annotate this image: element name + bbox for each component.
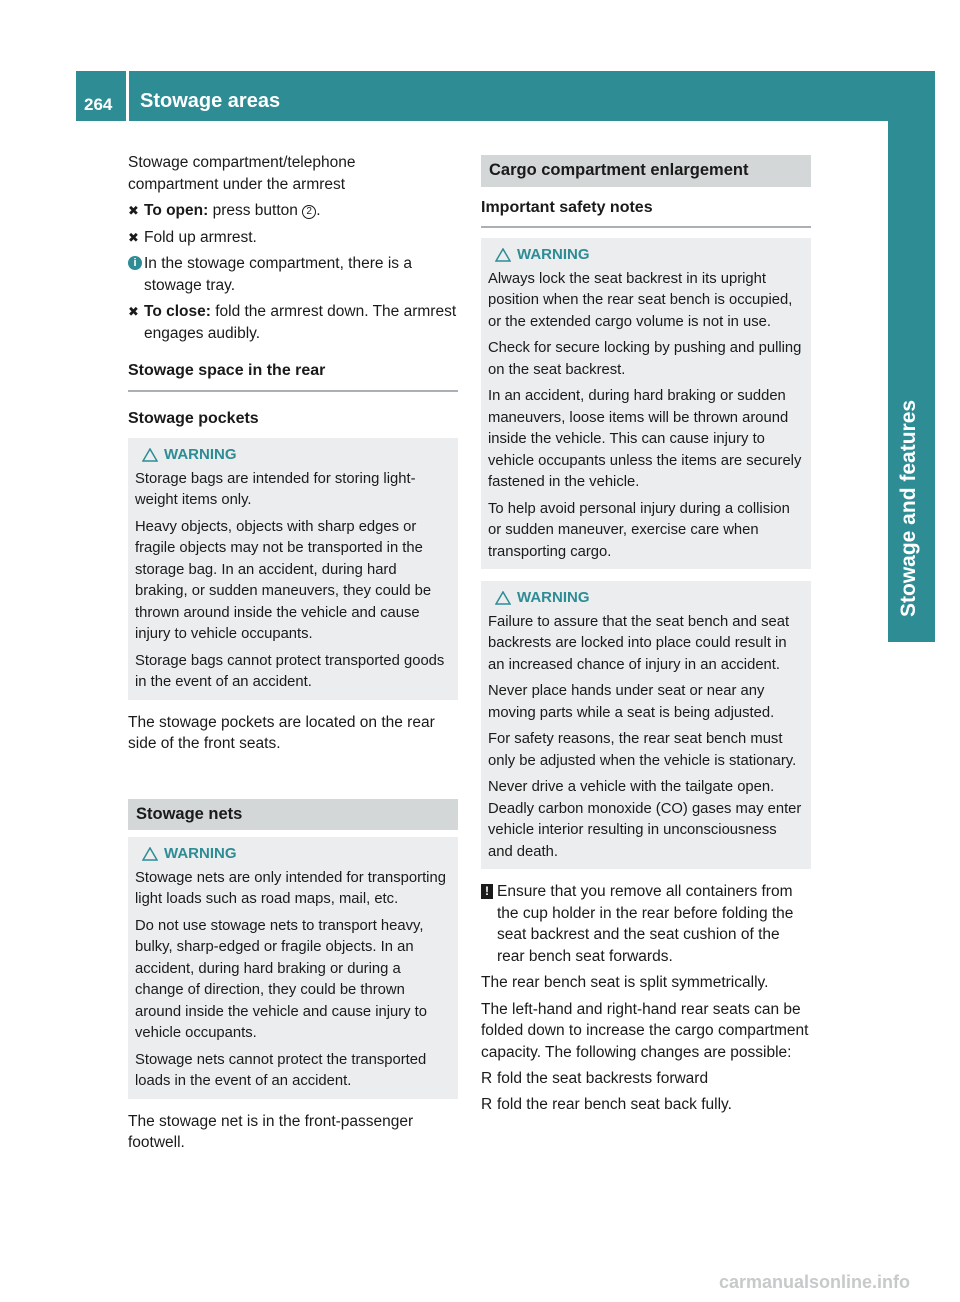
page-title: Stowage areas (140, 90, 281, 112)
exclamation-icon: ! (481, 884, 493, 899)
warning-text: In an accident, during hard braking or sudden maneuvers, loose items will be thrown around inside the vehicle. This can cause injury to vehicle occupants unless the items are securely fastened in the vehicle. (488, 388, 802, 490)
caution-note: ! Ensure that you remove all containers from the cup holder in the rear before folding the seat backrest and the seat cushion of the rear bench seat forwards. (481, 881, 811, 967)
warning-triangle-icon (142, 448, 158, 462)
step-fold-up: ✖ Fold up armrest. (128, 227, 458, 249)
warning-box-pockets (128, 438, 458, 700)
warning-text: Storage bags are intended for storing light-weight items only. (135, 470, 416, 508)
warning-triangle-icon (495, 591, 511, 605)
info-note: i In the stowage compartment, there is a stowage tray. (128, 253, 458, 296)
button-2-icon: 2 (302, 205, 316, 219)
list-item: R fold the seat backrests forward (481, 1068, 811, 1090)
pockets-text: The stowage pockets are located on the rear side of the front seats. (128, 713, 435, 752)
step-open: ✖ To open: press button 2 . (128, 200, 458, 222)
info-icon: i (128, 256, 142, 270)
step-close: ✖ To close: fold the armrest down. The armrest engages audibly. (128, 303, 457, 342)
warning-header: WARNING (135, 843, 452, 865)
side-tab-label: Stowage and features (897, 399, 920, 617)
page-number: 264 (84, 95, 113, 114)
rear-stowage-heading: Stowage space in the rear (128, 360, 458, 392)
warning-text: Do not use stowage nets to transport heavy, bulky, sharp-edged or fragile objects. In an accident, during hard braking or during a change of direction, they could be thrown around inside the vehicle and cause injury to vehicle occupants. (135, 917, 428, 1041)
step-arrow-icon: ✖ (128, 203, 139, 218)
right-column (481, 155, 811, 1119)
warning-text: Never drive a vehicle with the tailgate open. Deadly carbon monoxide (CO) gases may enter vehicle interior resulting in unconsciousness and death. (488, 779, 802, 860)
warning-box-backrest (481, 238, 811, 569)
step-arrow-icon: ✖ (128, 229, 139, 245)
nets-text: The stowage net is in the front-passenger footwell. (128, 1112, 414, 1151)
warning-box-nets (128, 837, 458, 1099)
nets-heading: Stowage nets (128, 799, 458, 831)
safety-heading: Important safety notes (481, 197, 811, 229)
warning-text: Failure to assure that the seat bench and seat backrests are locked into place could result in an increased chance of injury in an accident. (488, 613, 790, 673)
pockets-heading: Stowage pockets (128, 409, 259, 427)
warning-text: Stowage nets cannot protect the transported loads in the event of an accident. (135, 1051, 427, 1089)
warning-header: WARNING (488, 587, 805, 609)
warning-triangle-icon (142, 847, 158, 861)
side-tab-area (888, 0, 960, 1302)
intro-text: Stowage compartment/telephone compartment under the armrest (128, 154, 356, 193)
side-tab (888, 71, 935, 642)
step-arrow-icon: ✖ (128, 304, 139, 319)
body-text: The rear bench seat is split symmetrically. (481, 974, 769, 991)
bullet-icon: R (481, 1070, 493, 1087)
warning-text: For safety reasons, the rear seat bench must only be adjusted when the vehicle is stationary. (488, 731, 797, 769)
watermark: carmanualsonline.info (718, 1272, 910, 1292)
warning-triangle-icon (495, 248, 511, 262)
cargo-heading: Cargo compartment enlargement (481, 155, 811, 187)
header-divider (126, 71, 129, 121)
warning-header: WARNING (135, 444, 452, 466)
left-column (128, 152, 458, 1159)
warning-text: Check for secure locking by pushing and pulling on the seat backrest. (488, 340, 802, 378)
warning-text: Heavy objects, objects with sharp edges or fragile objects may not be transported in the storage bag. In an accident, during hard braking, or sudden maneuvers, they could be thrown around inside the vehicle and cause injury to vehicle occupants. (135, 518, 432, 642)
body-text: The left-hand and right-hand rear seats can be folded down to increase the cargo compartment capacity. The following changes are possible: (481, 1000, 809, 1061)
list-item: R fold the rear bench seat back fully. (481, 1094, 811, 1116)
warning-text: To help avoid personal injury during a collision or sudden maneuver, exercise care when transporting cargo. (488, 500, 790, 560)
warning-text: Always lock the seat backrest in its upright position when the rear seat bench is occupied, or the extended cargo volume is not in use. (488, 270, 793, 330)
warning-text: Stowage nets are only intended for transporting light loads such as road maps, mail, etc. (135, 869, 446, 907)
warning-header: WARNING (488, 244, 805, 266)
warning-text: Storage bags cannot protect transported goods in the event of an accident. (135, 652, 445, 690)
warning-text: Never place hands under seat or near any moving parts while a seat is being adjusted. (488, 683, 775, 721)
bullet-icon: R (481, 1095, 493, 1113)
warning-box-seat-bench (481, 581, 811, 869)
